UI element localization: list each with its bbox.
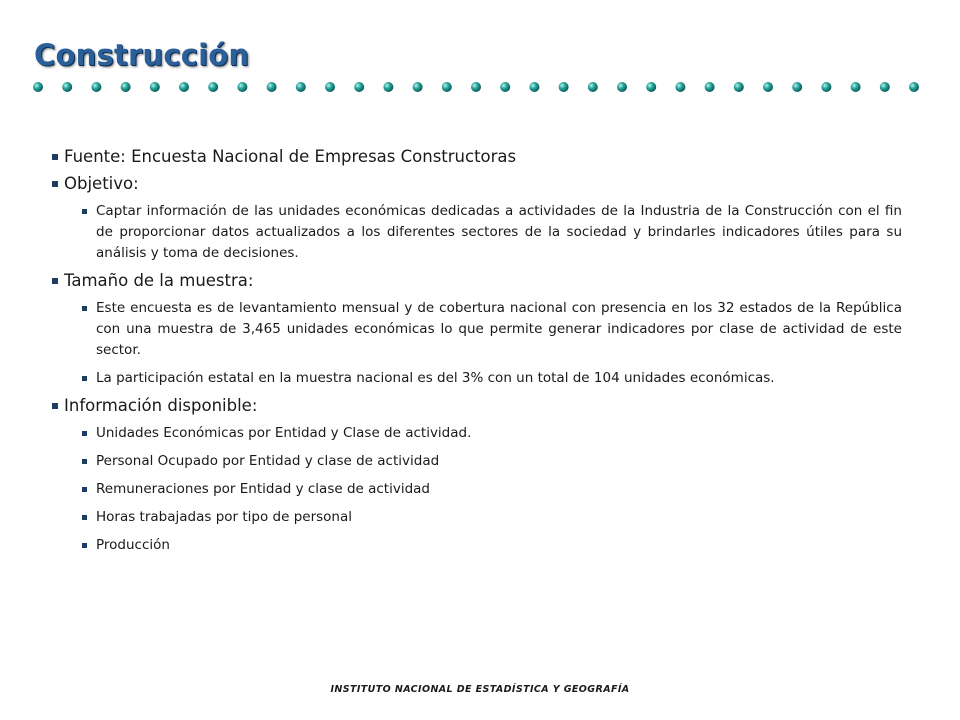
square-bullet-icon [82,376,87,381]
sub-list-item [82,298,902,361]
item-text: Producción [96,537,170,553]
square-bullet-icon [82,306,87,311]
square-bullet-icon [82,431,87,436]
list-item [52,174,902,193]
square-bullet-icon [52,278,58,284]
divider-dot [646,82,656,92]
square-bullet-icon [52,181,58,187]
item-text: Tamaño de la muestra: [64,271,254,290]
divider-dot [296,82,306,92]
dot-divider [30,80,930,94]
divider-dot [325,82,335,92]
divider-dot [354,82,364,92]
divider-dot [821,82,831,92]
square-bullet-icon [82,459,87,464]
item-text: Fuente: Encuesta Nacional de Empresas Constructoras [64,147,517,166]
sub-list-item [82,451,902,472]
divider-dot [267,82,277,92]
divider-dot [413,82,423,92]
divider-dot [588,82,598,92]
divider-dot [383,82,393,92]
divider-dot [851,82,861,92]
divider-dot [471,82,481,92]
sub-list-item [82,368,902,389]
divider-dot [559,82,569,92]
divider-dot [33,82,43,92]
square-bullet-icon [82,487,87,492]
item-text: Captar información de las unidades económicas dedicadas a actividades de la Industria de la Construcción con el fin de proporcionar datos actualizados a los diferentes sectores de la sociedad y brindarles indicadores útiles para su análisis y toma de decisiones. [96,203,902,261]
divider-dot [675,82,685,92]
list-item [52,271,902,290]
list-item [52,396,902,415]
divider-dot [734,82,744,92]
sub-list-item [82,535,902,556]
divider-dot [909,82,919,92]
sub-list-item [82,507,902,528]
divider-dot [237,82,247,92]
divider-dot [91,82,101,92]
square-bullet-icon [82,543,87,548]
divider-dot [500,82,510,92]
item-text: Unidades Económicas por Entidad y Clase de actividad. [96,425,472,441]
item-text: La participación estatal en la muestra nacional es del 3% con un total de 104 unidades económicas. [96,370,775,386]
divider-dot [208,82,218,92]
divider-dot [529,82,539,92]
square-bullet-icon [52,403,58,409]
list-item [52,147,902,166]
divider-dot [792,82,802,92]
slide-title: Construcción [34,38,250,72]
divider-dot [705,82,715,92]
square-bullet-icon [52,154,58,160]
bullet-list [52,147,902,563]
sub-list-item [82,201,902,264]
divider-dot [121,82,131,92]
square-bullet-icon [82,515,87,520]
sub-list-item [82,479,902,500]
square-bullet-icon [82,209,87,214]
item-text: Remuneraciones por Entidad y clase de actividad [96,481,431,497]
item-text: Este encuesta es de levantamiento mensual y de cobertura nacional con presencia en los 32 estados de la República con una muestra de 3,465 unidades económicas lo que permite generar indicadores por clase de actividad de este sector. [96,300,902,358]
item-text: Personal Ocupado por Entidad y clase de actividad [96,453,440,469]
divider-dot [62,82,72,92]
divider-dot [179,82,189,92]
divider-dot [442,82,452,92]
item-text: Información disponible: [64,396,258,415]
item-text: Horas trabajadas por tipo de personal [96,509,353,525]
item-text: Objetivo: [64,174,139,193]
footer-institution: INSTITUTO NACIONAL DE ESTADÍSTICA Y GEOGRAFÍA [330,684,630,695]
sub-list-item [82,423,902,444]
divider-dot [880,82,890,92]
divider-dot [763,82,773,92]
divider-dot [150,82,160,92]
divider-dot [617,82,627,92]
